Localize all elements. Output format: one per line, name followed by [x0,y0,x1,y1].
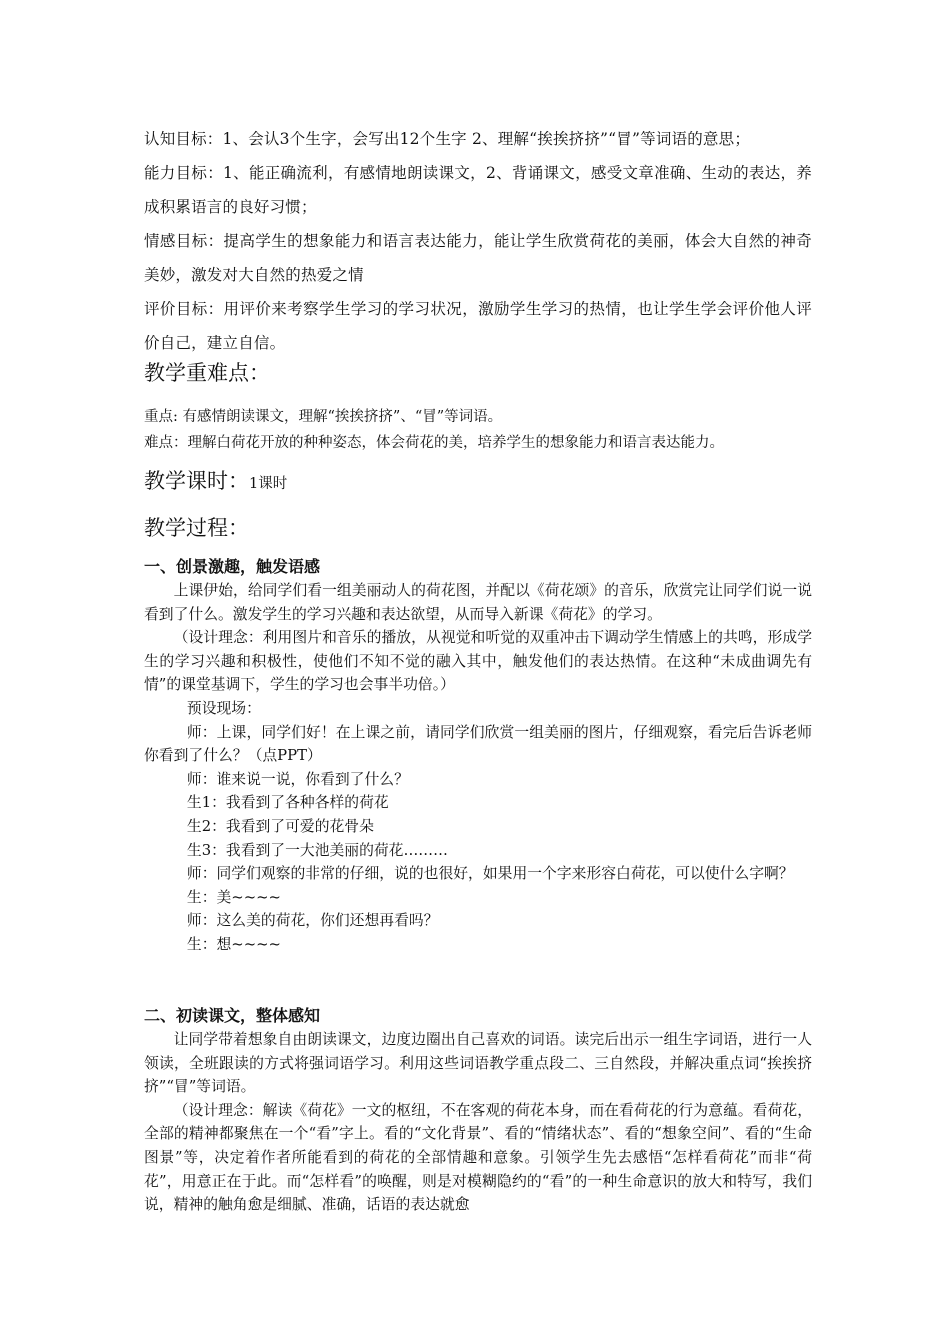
section-2-body [144,1028,812,1217]
dialogue-line: 师：同学们观察的非常的仔细，说的也很好，如果用一个字来形容白荷花，可以使什么字啊？ [186,865,794,883]
dialogue-line: 师：上课，同学们好！在上课之前，请同学们欣赏一组美丽的图片，仔细观察，看完后告诉老师你看到了什么？（点PPT） [144,723,812,765]
cognitive-objective: 认知目标：1、会认3个生字，会写出12个生字 2、理解“挨挨挤挤”“冒”等词语的意思； [144,130,751,148]
dialogue-line: 师：谁来说一说，你看到了什么？ [186,770,409,788]
teaching-objectives [144,122,812,360]
dialogue-line: 师：这么美的荷花，你们还想再看吗？ [186,912,439,930]
dialogue-line: 生：想~~~~ [186,935,281,953]
dialogue-line: 生2：我看到了可爱的花骨朵 [186,817,374,835]
focus-point: 重点: 有感情朗读课文，理解“挨挨挤挤”、“冒”等词语。 [144,409,503,425]
emotion-objective: 情感目标：提高学生的想象能力和语言表达能力，能让学生欣赏荷花的美丽，体会大自然的神奇美妙，激发对大自然的热爱之情 [144,232,812,284]
difficulty-point: 难点：理解白荷花开放的种种姿态，体会荷花的美，培养学生的想象能力和语言表达能力。 [144,435,724,451]
section-1-title: 一、创景激趣，触发语感 [144,557,321,576]
evaluation-objective: 评价目标：用评价来考察学生学习的学习状况，激励学生学习的热情，也让学生学会评价他人评价自己，建立自信。 [144,300,812,352]
scene-label: 预设现场： [186,699,261,717]
dialogue-line: 生3：我看到了一大池美丽的荷花……… [186,841,448,859]
section-2-concept: （设计理念：解读《荷花》一文的枢纽，不在客观的荷花本身，而在看荷花的行为意蕴。看荷花，全部的精神都聚焦在一个“看”字上。看的“文化背景”、看的“情绪状态”、看的“想象空间”、看的“生命图景”等，决定着作者所能看到的荷花的全部情趣和意象。引领学生先去感悟“怎样看荷花”而非“荷花”，用意正在于此。而“怎样看”的唤醒，则是对模糊隐约的“看”的一种生命意识的放大和特写，我们说，精神的触角愈是细腻、准确，话语的表达就愈 [144,1101,812,1214]
ability-objective: 能力目标：1、能正确流利，有感情地朗读课文，2、背诵课文，感受文章准确、生动的表达，养成积累语言的良好习惯； [144,164,812,216]
class-hours-heading: 教学课时： [144,469,249,493]
process-heading: 教学过程： [144,516,249,540]
section-2-title: 二、初读课文，整体感知 [144,1006,321,1025]
key-points-heading: 教学重难点： [144,361,270,385]
key-points [144,404,814,456]
class-hours-value: 1课时 [249,476,288,492]
class-hours [144,465,287,495]
section-1-concept: （设计理念：利用图片和音乐的播放，从视觉和听觉的双重冲击下调动学生情感上的共鸣，形成学生的学习兴趣和积极性，使他们不知不觉的融入其中，触发他们的表达热情。在这种“未成曲调先有情”的课堂基调下，学生的学习也会事半功倍。） [144,629,812,694]
dialogue-line: 生1：我看到了各种各样的荷花 [186,794,389,812]
section-2-intro: 让同学带着想象自由朗读课文，边度边圈出自己喜欢的词语。读完后出示一组生字词语，进行一人领读，全班跟读的方式将强词语学习。利用这些词语教学重点段二、三自然段，并解决重点词“挨挨挤挤”“冒”等词语。 [144,1031,812,1096]
dialogue-line: 生：美~~~~ [186,888,281,906]
section-1-body [144,579,812,957]
section-1-intro: 上课伊始，给同学们看一组美丽动人的荷花图，并配以《荷花颂》的音乐，欣赏完让同学们说一说看到了什么。激发学生的学习兴趣和表达欲望，从而导入新课《荷花》的学习。 [144,582,812,623]
